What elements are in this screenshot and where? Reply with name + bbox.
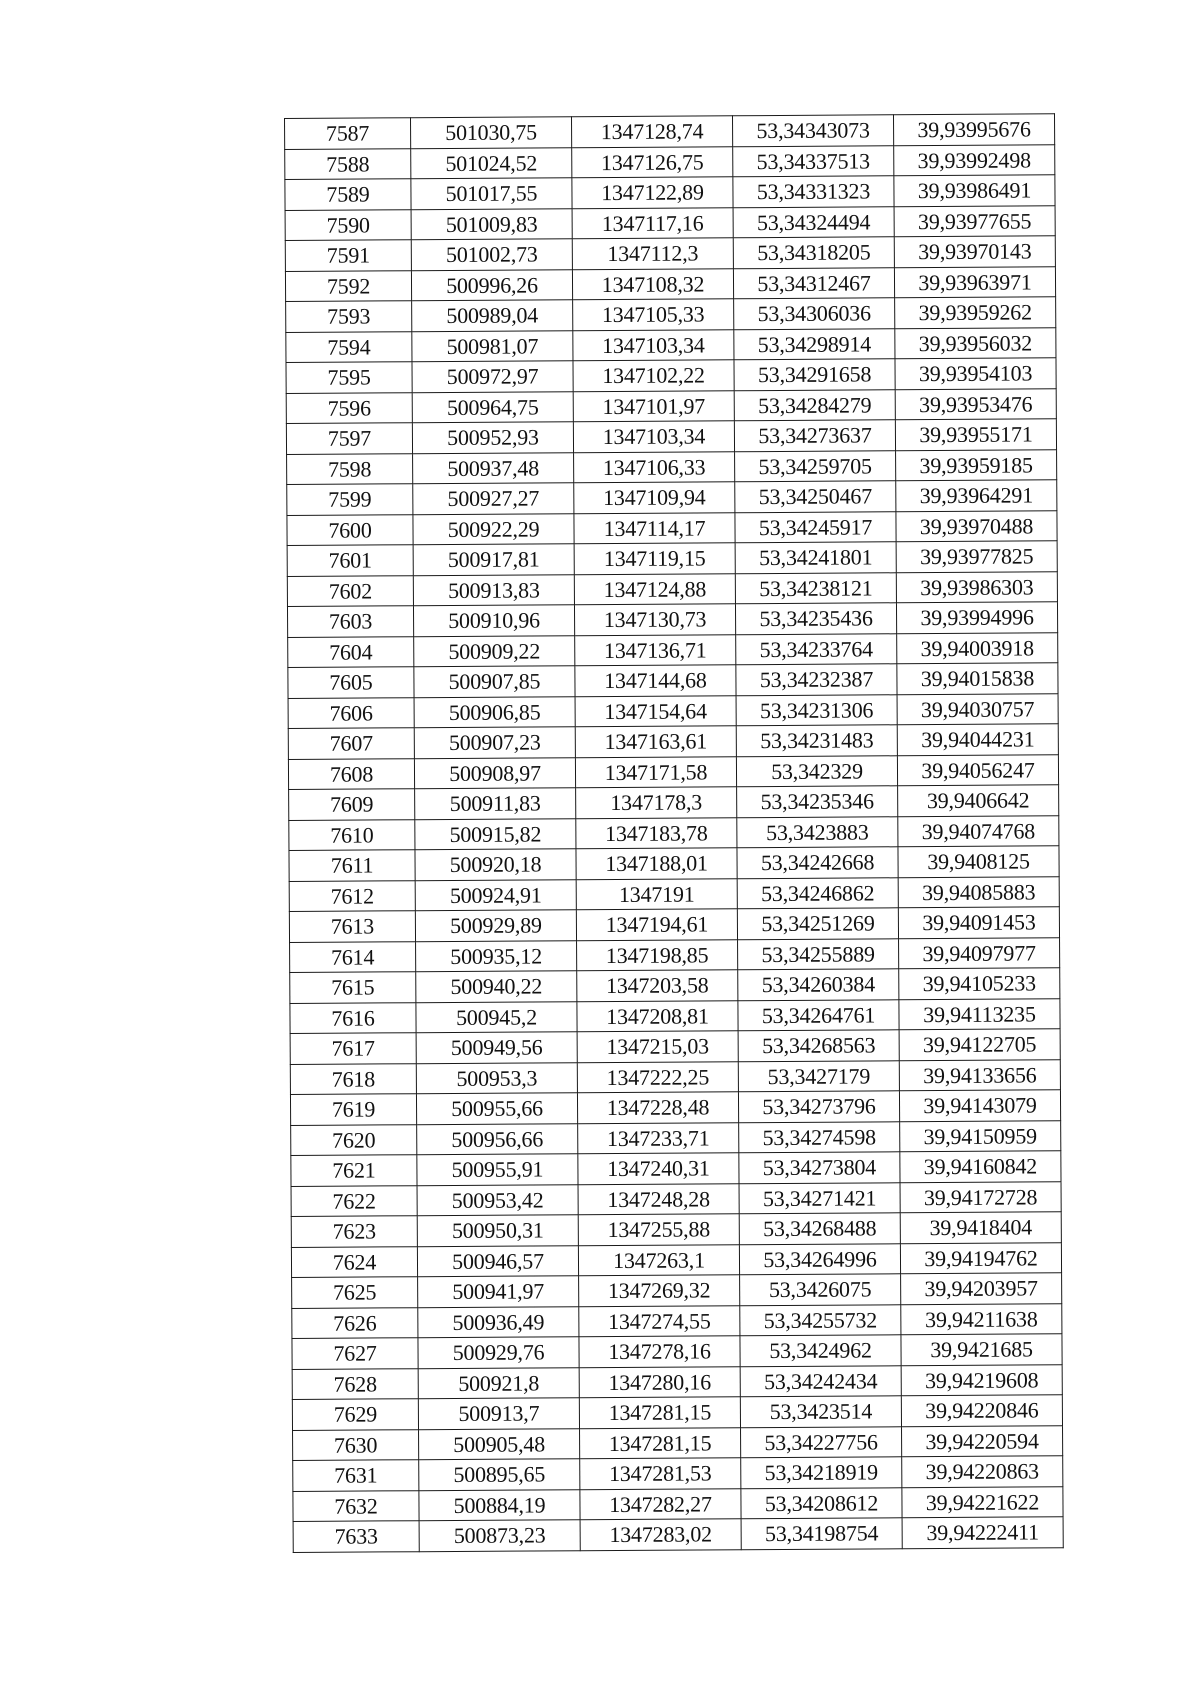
- point-number-cell: 7587: [285, 118, 411, 149]
- latitude-cell: 53,34241801: [735, 542, 896, 573]
- y-coordinate-cell: 1347282,27: [580, 1488, 741, 1519]
- table-row: [289, 785, 1059, 820]
- y-coordinate-cell: 1347108,32: [572, 268, 733, 299]
- table-row: [285, 144, 1055, 179]
- x-coordinate-cell: 500952,93: [412, 422, 573, 453]
- point-number-cell: 7604: [288, 636, 414, 667]
- y-coordinate-cell: 1347198,85: [577, 939, 738, 970]
- point-number-cell: 7629: [292, 1399, 418, 1430]
- longitude-cell: 39,93970488: [896, 510, 1057, 541]
- point-number-cell: 7630: [293, 1429, 419, 1460]
- x-coordinate-cell: 500956,66: [417, 1123, 578, 1154]
- longitude-cell: 39,93964291: [896, 480, 1057, 511]
- latitude-cell: 53,34273637: [734, 420, 895, 451]
- point-number-cell: 7624: [291, 1246, 417, 1277]
- x-coordinate-cell: 500915,82: [415, 818, 576, 849]
- point-number-cell: 7600: [287, 514, 413, 545]
- table-row: [287, 449, 1057, 484]
- longitude-cell: 39,9408125: [898, 846, 1059, 877]
- table-row: [293, 1456, 1063, 1491]
- point-number-cell: 7616: [290, 1002, 416, 1033]
- x-coordinate-cell: 501002,73: [411, 239, 572, 270]
- point-number-cell: 7623: [291, 1216, 417, 1247]
- table-row: [288, 663, 1058, 698]
- y-coordinate-cell: 1347269,32: [579, 1275, 740, 1306]
- latitude-cell: 53,34337513: [733, 145, 894, 176]
- table-row: [290, 1059, 1060, 1094]
- point-number-cell: 7622: [291, 1185, 417, 1216]
- longitude-cell: 39,93994996: [896, 602, 1057, 633]
- y-coordinate-cell: 1347280,16: [579, 1366, 740, 1397]
- x-coordinate-cell: 500946,57: [417, 1245, 578, 1276]
- y-coordinate-cell: 1347124,88: [574, 573, 735, 604]
- table-row: [286, 297, 1056, 332]
- point-number-cell: 7588: [285, 148, 411, 179]
- longitude-cell: 39,93992498: [894, 144, 1055, 175]
- longitude-cell: 39,94091453: [898, 907, 1059, 938]
- latitude-cell: 53,3427179: [738, 1060, 899, 1091]
- table-row: [290, 998, 1060, 1033]
- latitude-cell: 53,34264996: [739, 1243, 900, 1274]
- y-coordinate-cell: 1347183,78: [576, 817, 737, 848]
- point-number-cell: 7592: [285, 270, 411, 301]
- table-row: [293, 1486, 1063, 1521]
- x-coordinate-cell: 500941,97: [418, 1276, 579, 1307]
- y-coordinate-cell: 1347101,97: [573, 390, 734, 421]
- longitude-cell: 39,94220846: [901, 1395, 1062, 1426]
- y-coordinate-cell: 1347281,15: [579, 1397, 740, 1428]
- x-coordinate-cell: 501030,75: [411, 117, 572, 148]
- table-row: [289, 815, 1059, 850]
- latitude-cell: 53,34271421: [739, 1182, 900, 1213]
- x-coordinate-cell: 500924,91: [415, 879, 576, 910]
- latitude-cell: 53,34255889: [738, 938, 899, 969]
- point-number-cell: 7612: [289, 880, 415, 911]
- y-coordinate-cell: 1347188,01: [576, 848, 737, 879]
- x-coordinate-cell: 500905,48: [419, 1428, 580, 1459]
- y-coordinate-cell: 1347128,74: [571, 116, 732, 147]
- table-row: [292, 1395, 1062, 1430]
- x-coordinate-cell: 500908,97: [414, 757, 575, 788]
- latitude-cell: 53,34218919: [741, 1457, 902, 1488]
- point-number-cell: 7601: [287, 545, 413, 576]
- longitude-cell: 39,94044231: [897, 724, 1058, 755]
- y-coordinate-cell: 1347126,75: [572, 146, 733, 177]
- latitude-cell: 53,34255732: [740, 1304, 901, 1335]
- table-row: [292, 1334, 1062, 1369]
- longitude-cell: 39,94219608: [901, 1364, 1062, 1395]
- table-row: [287, 602, 1057, 637]
- point-number-cell: 7633: [293, 1521, 419, 1552]
- latitude-cell: 53,34268563: [738, 1030, 899, 1061]
- coordinates-table: [284, 113, 1064, 1552]
- latitude-cell: 53,34260384: [738, 969, 899, 1000]
- point-number-cell: 7621: [291, 1155, 417, 1186]
- latitude-cell: 53,3426075: [740, 1274, 901, 1305]
- latitude-cell: 53,34343073: [732, 115, 893, 146]
- y-coordinate-cell: 1347114,17: [574, 512, 735, 543]
- y-coordinate-cell: 1347191: [576, 878, 737, 909]
- table-row: [293, 1517, 1063, 1552]
- longitude-cell: 39,94222411: [902, 1517, 1063, 1548]
- point-number-cell: 7625: [292, 1277, 418, 1308]
- longitude-cell: 39,93959185: [896, 449, 1057, 480]
- latitude-cell: 53,34235346: [737, 786, 898, 817]
- point-number-cell: 7597: [286, 423, 412, 454]
- latitude-cell: 53,34273804: [739, 1152, 900, 1183]
- y-coordinate-cell: 1347103,34: [573, 421, 734, 452]
- latitude-cell: 53,34198754: [741, 1518, 902, 1549]
- table-row: [288, 693, 1058, 728]
- y-coordinate-cell: 1347255,88: [578, 1214, 739, 1245]
- y-coordinate-cell: 1347248,28: [578, 1183, 739, 1214]
- longitude-cell: 39,94030757: [897, 693, 1058, 724]
- table-row: [287, 541, 1057, 576]
- table-row: [287, 510, 1057, 545]
- x-coordinate-cell: 500907,23: [414, 727, 575, 758]
- point-number-cell: 7598: [287, 453, 413, 484]
- longitude-cell: 39,9421685: [901, 1334, 1062, 1365]
- x-coordinate-cell: 500884,19: [419, 1489, 580, 1520]
- latitude-cell: 53,34246862: [737, 877, 898, 908]
- x-coordinate-cell: 501017,55: [411, 178, 572, 209]
- longitude-cell: 39,94085883: [898, 876, 1059, 907]
- point-number-cell: 7591: [285, 240, 411, 271]
- longitude-cell: 39,9418404: [900, 1212, 1061, 1243]
- latitude-cell: 53,34251269: [737, 908, 898, 939]
- latitude-cell: 53,34231483: [736, 725, 897, 756]
- point-number-cell: 7590: [285, 209, 411, 240]
- table-row: [289, 846, 1059, 881]
- x-coordinate-cell: 500909,22: [414, 635, 575, 666]
- point-number-cell: 7596: [286, 392, 412, 423]
- y-coordinate-cell: 1347215,03: [577, 1031, 738, 1062]
- y-coordinate-cell: 1347278,16: [579, 1336, 740, 1367]
- point-number-cell: 7605: [288, 667, 414, 698]
- table-row: [286, 419, 1056, 454]
- table-row: [291, 1120, 1061, 1155]
- point-number-cell: 7613: [289, 911, 415, 942]
- latitude-cell: 53,34259705: [735, 450, 896, 481]
- point-number-cell: 7593: [286, 301, 412, 332]
- latitude-cell: 53,34324494: [733, 206, 894, 237]
- longitude-cell: 39,93977825: [896, 541, 1057, 572]
- y-coordinate-cell: 1347240,31: [578, 1153, 739, 1184]
- table-row: [291, 1181, 1061, 1216]
- longitude-cell: 39,93956032: [895, 327, 1056, 358]
- longitude-cell: 39,94160842: [900, 1151, 1061, 1182]
- longitude-cell: 39,93954103: [895, 358, 1056, 389]
- longitude-cell: 39,94074768: [898, 815, 1059, 846]
- longitude-cell: 39,93995676: [893, 114, 1054, 145]
- latitude-cell: 53,34284279: [734, 389, 895, 420]
- y-coordinate-cell: 1347178,3: [576, 787, 737, 818]
- x-coordinate-cell: 500921,8: [418, 1367, 579, 1398]
- x-coordinate-cell: 500950,31: [417, 1215, 578, 1246]
- x-coordinate-cell: 500913,7: [418, 1398, 579, 1429]
- latitude-cell: 53,34312467: [733, 267, 894, 298]
- x-coordinate-cell: 500955,91: [417, 1154, 578, 1185]
- latitude-cell: 53,34235436: [735, 603, 896, 634]
- point-number-cell: 7628: [292, 1368, 418, 1399]
- latitude-cell: 53,34331323: [733, 176, 894, 207]
- point-number-cell: 7607: [288, 728, 414, 759]
- latitude-cell: 53,34291658: [734, 359, 895, 390]
- longitude-cell: 39,94113235: [899, 998, 1060, 1029]
- x-coordinate-cell: 500910,96: [413, 605, 574, 636]
- longitude-cell: 39,94105233: [899, 968, 1060, 999]
- x-coordinate-cell: 500935,12: [416, 940, 577, 971]
- latitude-cell: 53,34238121: [735, 572, 896, 603]
- longitude-cell: 39,93959262: [895, 297, 1056, 328]
- table-row: [287, 571, 1057, 606]
- latitude-cell: 53,34231306: [736, 694, 897, 725]
- table-row: [293, 1425, 1063, 1460]
- x-coordinate-cell: 501024,52: [411, 147, 572, 178]
- x-coordinate-cell: 500937,48: [413, 452, 574, 483]
- y-coordinate-cell: 1347163,61: [575, 726, 736, 757]
- x-coordinate-cell: 500927,27: [413, 483, 574, 514]
- table-row: [288, 632, 1058, 667]
- y-coordinate-cell: 1347228,48: [577, 1092, 738, 1123]
- x-coordinate-cell: 500920,18: [415, 849, 576, 880]
- x-coordinate-cell: 500911,83: [415, 788, 576, 819]
- point-number-cell: 7595: [286, 362, 412, 393]
- longitude-cell: 39,94150959: [900, 1120, 1061, 1151]
- longitude-cell: 39,93955171: [895, 419, 1056, 450]
- x-coordinate-cell: 500953,3: [416, 1062, 577, 1093]
- y-coordinate-cell: 1347208,81: [577, 1000, 738, 1031]
- table-body: [285, 114, 1064, 1552]
- y-coordinate-cell: 1347136,71: [575, 634, 736, 665]
- longitude-cell: 39,93986491: [894, 175, 1055, 206]
- x-coordinate-cell: 500945,2: [416, 1001, 577, 1032]
- x-coordinate-cell: 500996,26: [411, 269, 572, 300]
- x-coordinate-cell: 500972,97: [412, 361, 573, 392]
- y-coordinate-cell: 1347233,71: [578, 1122, 739, 1153]
- longitude-cell: 39,93986303: [896, 571, 1057, 602]
- longitude-cell: 39,93970143: [894, 236, 1055, 267]
- longitude-cell: 39,94194762: [900, 1242, 1061, 1273]
- point-number-cell: 7615: [290, 972, 416, 1003]
- point-number-cell: 7632: [293, 1490, 419, 1521]
- latitude-cell: 53,34208612: [741, 1487, 902, 1518]
- point-number-cell: 7627: [292, 1338, 418, 1369]
- point-number-cell: 7611: [289, 850, 415, 881]
- y-coordinate-cell: 1347102,22: [573, 360, 734, 391]
- latitude-cell: 53,34242668: [737, 847, 898, 878]
- y-coordinate-cell: 1347105,33: [573, 299, 734, 330]
- longitude-cell: 39,94003918: [897, 632, 1058, 663]
- table-row: [290, 1029, 1060, 1064]
- latitude-cell: 53,34273796: [738, 1091, 899, 1122]
- point-number-cell: 7589: [285, 179, 411, 210]
- table-row: [286, 358, 1056, 393]
- table-row: [290, 968, 1060, 1003]
- latitude-cell: 53,3424962: [740, 1335, 901, 1366]
- latitude-cell: 53,34264761: [738, 999, 899, 1030]
- table-row: [291, 1242, 1061, 1277]
- latitude-cell: 53,34250467: [735, 481, 896, 512]
- table-row: [285, 236, 1055, 271]
- y-coordinate-cell: 1347263,1: [578, 1244, 739, 1275]
- x-coordinate-cell: 500922,29: [413, 513, 574, 544]
- latitude-cell: 53,34245917: [735, 511, 896, 542]
- latitude-cell: 53,34318205: [733, 237, 894, 268]
- point-number-cell: 7614: [290, 941, 416, 972]
- point-number-cell: 7608: [288, 758, 414, 789]
- table-row: [287, 480, 1057, 515]
- table-row: [285, 205, 1055, 240]
- point-number-cell: 7609: [289, 789, 415, 820]
- x-coordinate-cell: 500955,66: [416, 1093, 577, 1124]
- longitude-cell: 39,94203957: [901, 1273, 1062, 1304]
- y-coordinate-cell: 1347194,61: [576, 909, 737, 940]
- longitude-cell: 39,94143079: [899, 1090, 1060, 1121]
- point-number-cell: 7618: [290, 1063, 416, 1094]
- y-coordinate-cell: 1347222,25: [577, 1061, 738, 1092]
- x-coordinate-cell: 500929,89: [415, 910, 576, 941]
- point-number-cell: 7626: [292, 1307, 418, 1338]
- longitude-cell: 39,94056247: [897, 754, 1058, 785]
- table-row: [290, 1090, 1060, 1125]
- point-number-cell: 7610: [289, 819, 415, 850]
- latitude-cell: 53,3423883: [737, 816, 898, 847]
- y-coordinate-cell: 1347109,94: [574, 482, 735, 513]
- point-number-cell: 7603: [287, 606, 413, 637]
- table-row: [291, 1151, 1061, 1186]
- table-row: [286, 327, 1056, 362]
- longitude-cell: 39,94122705: [899, 1029, 1060, 1060]
- table-row: [289, 876, 1059, 911]
- latitude-cell: 53,34268488: [739, 1213, 900, 1244]
- latitude-cell: 53,34233764: [736, 633, 897, 664]
- y-coordinate-cell: 1347203,58: [577, 970, 738, 1001]
- table-row: [288, 724, 1058, 759]
- x-coordinate-cell: 500953,42: [417, 1184, 578, 1215]
- table-row: [291, 1212, 1061, 1247]
- y-coordinate-cell: 1347106,33: [574, 451, 735, 482]
- longitude-cell: 39,94097977: [899, 937, 1060, 968]
- x-coordinate-cell: 500906,85: [414, 696, 575, 727]
- point-number-cell: 7620: [291, 1124, 417, 1155]
- table-row: [285, 114, 1055, 149]
- point-number-cell: 7599: [287, 484, 413, 515]
- longitude-cell: 39,94211638: [901, 1303, 1062, 1334]
- x-coordinate-cell: 500917,81: [413, 544, 574, 575]
- latitude-cell: 53,34274598: [739, 1121, 900, 1152]
- x-coordinate-cell: 500895,65: [419, 1459, 580, 1490]
- y-coordinate-cell: 1347154,64: [575, 695, 736, 726]
- y-coordinate-cell: 1347171,58: [575, 756, 736, 787]
- table-row: [290, 937, 1060, 972]
- point-number-cell: 7606: [288, 697, 414, 728]
- point-number-cell: 7619: [290, 1094, 416, 1125]
- point-number-cell: 7617: [290, 1033, 416, 1064]
- x-coordinate-cell: 500949,56: [416, 1032, 577, 1063]
- point-number-cell: 7594: [286, 331, 412, 362]
- y-coordinate-cell: 1347144,68: [575, 665, 736, 696]
- longitude-cell: 39,94221622: [902, 1486, 1063, 1517]
- x-coordinate-cell: 500913,83: [413, 574, 574, 605]
- y-coordinate-cell: 1347103,34: [573, 329, 734, 360]
- x-coordinate-cell: 500907,85: [414, 666, 575, 697]
- longitude-cell: 39,94220863: [902, 1456, 1063, 1487]
- latitude-cell: 53,34232387: [736, 664, 897, 695]
- table-row: [285, 266, 1055, 301]
- latitude-cell: 53,34227756: [741, 1426, 902, 1457]
- x-coordinate-cell: 500940,22: [416, 971, 577, 1002]
- table-row: [289, 907, 1059, 942]
- x-coordinate-cell: 500989,04: [412, 300, 573, 331]
- y-coordinate-cell: 1347283,02: [580, 1519, 741, 1550]
- y-coordinate-cell: 1347130,73: [574, 604, 735, 635]
- table-row: [285, 175, 1055, 210]
- y-coordinate-cell: 1347117,16: [572, 207, 733, 238]
- y-coordinate-cell: 1347119,15: [574, 543, 735, 574]
- latitude-cell: 53,34242434: [740, 1365, 901, 1396]
- y-coordinate-cell: 1347122,89: [572, 177, 733, 208]
- table-row: [292, 1273, 1062, 1308]
- table-row: [286, 388, 1056, 423]
- latitude-cell: 53,34306036: [734, 298, 895, 329]
- longitude-cell: 39,94172728: [900, 1181, 1061, 1212]
- longitude-cell: 39,94133656: [899, 1059, 1060, 1090]
- longitude-cell: 39,93953476: [895, 388, 1056, 419]
- x-coordinate-cell: 500964,75: [412, 391, 573, 422]
- longitude-cell: 39,94015838: [897, 663, 1058, 694]
- y-coordinate-cell: 1347281,53: [580, 1458, 741, 1489]
- y-coordinate-cell: 1347281,15: [580, 1427, 741, 1458]
- latitude-cell: 53,34298914: [734, 328, 895, 359]
- point-number-cell: 7602: [287, 575, 413, 606]
- x-coordinate-cell: 500981,07: [412, 330, 573, 361]
- longitude-cell: 39,94220594: [902, 1425, 1063, 1456]
- y-coordinate-cell: 1347112,3: [572, 238, 733, 269]
- longitude-cell: 39,9406642: [898, 785, 1059, 816]
- latitude-cell: 53,342329: [736, 755, 897, 786]
- x-coordinate-cell: 500929,76: [418, 1337, 579, 1368]
- x-coordinate-cell: 501009,83: [411, 208, 572, 239]
- table-row: [292, 1303, 1062, 1338]
- x-coordinate-cell: 500936,49: [418, 1306, 579, 1337]
- longitude-cell: 39,93977655: [894, 205, 1055, 236]
- table-row: [288, 754, 1058, 789]
- longitude-cell: 39,93963971: [894, 266, 1055, 297]
- x-coordinate-cell: 500873,23: [419, 1520, 580, 1551]
- table-row: [292, 1364, 1062, 1399]
- latitude-cell: 53,3423514: [740, 1396, 901, 1427]
- point-number-cell: 7631: [293, 1460, 419, 1491]
- y-coordinate-cell: 1347274,55: [579, 1305, 740, 1336]
